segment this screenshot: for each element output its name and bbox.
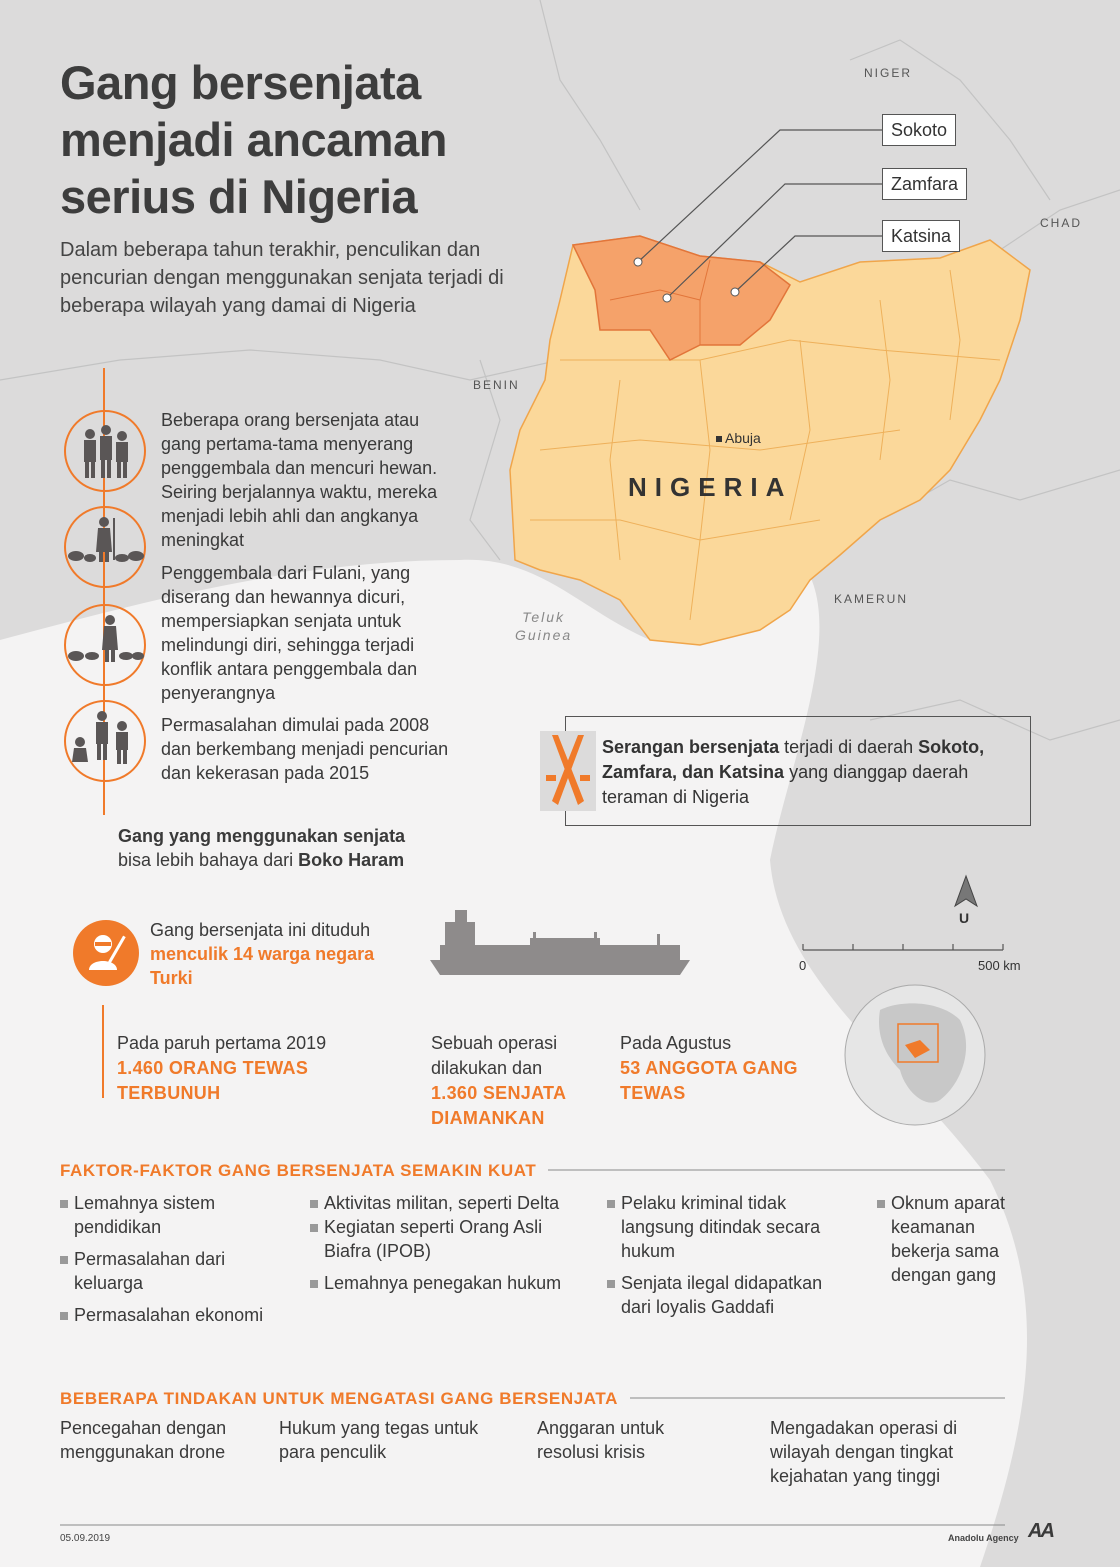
footer-agency: Anadolu Agency — [948, 1533, 1019, 1543]
factor-item: Kegiatan seperti Orang Asli Biafra (IPOB) — [310, 1215, 580, 1263]
herder-with-gun-icon — [64, 604, 146, 686]
timeline-text-1: Beberapa orang bersenjata atau gang pertama-tama menyerang penggembala dan mencuri hewan. Seiring berjalannya waktu, mereka menjadi lebih ahli dan angkanya meningkat — [161, 410, 438, 550]
stat-value: 1.360 SENJATA DIAMANKAN — [431, 1083, 566, 1128]
attack-text-1: terjadi di daerah — [779, 737, 919, 757]
stat-1 — [117, 1031, 367, 1106]
region-label-katsina: Katsina — [882, 220, 960, 252]
danger-note-plain: bisa lebih bahaya dari — [118, 850, 299, 870]
label-niger: NIGER — [864, 66, 913, 80]
capital-label — [716, 430, 761, 446]
label-benin: BENIN — [473, 378, 520, 392]
stat-value: 53 ANGGOTA GANG TEWAS — [620, 1058, 798, 1103]
armed-men-icon — [64, 410, 146, 492]
factors-col-1 — [60, 1191, 270, 1327]
gunmen-icon — [64, 700, 146, 782]
factors-col-4 — [877, 1191, 1017, 1287]
agency-logo: AA — [1028, 1520, 1053, 1542]
title-line: Gang bersenjata — [60, 56, 421, 109]
kidnap-plain: Gang bersenjata ini dituduh — [150, 920, 371, 940]
factor-item: Pelaku kriminal tidak langsung ditindak secara hukum — [607, 1191, 852, 1263]
timeline-text-2: Penggembala dari Fulani, yang diserang dan hewannya dicuri, mempersiapkan senjata untuk melindungi diri, sehingga terjadi konflik antara penggembala dan penyerangnya — [161, 563, 418, 703]
action-item: Hukum yang tegas untuk para penculik — [279, 1418, 479, 1462]
crossed-rifles-icon — [540, 731, 596, 811]
stat-label: Sebuah operasi dilakukan dan — [431, 1033, 558, 1078]
label-nigeria: NIGERIA — [628, 472, 793, 502]
scale-start: 0 — [799, 958, 807, 973]
label-gulf — [515, 608, 572, 644]
page-title — [60, 54, 580, 225]
attack-bold-1: Serangan bersenjata — [602, 737, 780, 757]
factor-item: Lemahnya sistem pendidikan — [60, 1191, 270, 1239]
compass-label: U — [959, 910, 970, 926]
factor-item: Permasalahan ekonomi — [60, 1303, 270, 1327]
kidnapper-icon — [73, 920, 139, 986]
scale-end: 500 km — [978, 958, 1021, 973]
danger-note-boko: Boko Haram — [298, 850, 405, 870]
region-label-zamfara: Zamfara — [882, 168, 967, 200]
stat-2 — [431, 1031, 591, 1131]
label-kamerun: KAMERUN — [834, 592, 909, 606]
label-chad: CHAD — [1040, 216, 1083, 230]
factor-item: Oknum aparat keamanan bekerja sama dengan gang — [877, 1191, 1017, 1287]
gulf-line: Teluk — [522, 609, 566, 625]
factors-col-3 — [607, 1191, 852, 1319]
region-label-sokoto: Sokoto — [882, 114, 956, 146]
actions-title: BEBERAPA TINDAKAN UNTUK MENGATASI GANG BERSENJATA — [60, 1389, 618, 1408]
danger-note — [118, 824, 498, 872]
capital-name: Abuja — [725, 430, 761, 446]
danger-note-bold: Gang yang menggunakan senjata — [118, 826, 406, 846]
capital-marker-icon — [716, 436, 722, 442]
factor-item: Senjata ilegal didapatkan dari loyalis Gaddafi — [607, 1271, 852, 1319]
title-line: menjadi ancaman — [60, 113, 447, 166]
attack-text — [602, 735, 1022, 810]
factor-item: Lemahnya penegakan hukum — [310, 1271, 580, 1295]
gulf-line: Guinea — [515, 627, 573, 643]
herder-icon — [64, 506, 146, 588]
action-item: Anggaran untuk resolusi krisis — [537, 1418, 665, 1462]
stat-label: Pada paruh pertama 2019 — [117, 1033, 327, 1053]
subtitle: Dalam beberapa tahun terakhir, penculikan dan pencurian dengan menggunakan senjata terjadi di beberapa wilayah yang damai di Nigeria — [60, 239, 504, 317]
kidnap-text — [150, 918, 410, 990]
attack-text-2: yang dianggap daerah teraman di Nigeria — [602, 762, 969, 807]
danger-note-line — [118, 848, 498, 872]
attack-box — [565, 716, 1031, 826]
attack-bold-2: Sokoto, Zamfara, dan Katsina — [602, 737, 985, 782]
factor-item: Aktivitas militan, seperti Delta — [310, 1191, 580, 1215]
footer-date: 05.09.2019 — [60, 1533, 111, 1544]
factors-col-2 — [310, 1191, 580, 1295]
timeline-text-3: Permasalahan dimulai pada 2008 dan berkembang menjadi pencurian dan kekerasan pada 2015 — [161, 715, 449, 783]
factors-title: FAKTOR-FAKTOR GANG BERSENJATA SEMAKIN KUAT — [60, 1161, 537, 1180]
stat-value: 1.460 ORANG TEWAS TERBUNUH — [117, 1058, 309, 1103]
stat-3 — [620, 1031, 820, 1106]
action-item: Mengadakan operasi di wilayah dengan tingkat kejahatan yang tinggi — [770, 1418, 958, 1486]
kidnap-highlight: menculik 14 warga negara Turki — [150, 944, 375, 988]
title-line: serius di Nigeria — [60, 170, 418, 223]
factor-item: Permasalahan dari keluarga — [60, 1247, 270, 1295]
stat-label: Pada Agustus — [620, 1033, 732, 1053]
action-item: Pencegahan dengan menggunakan drone — [60, 1418, 227, 1462]
